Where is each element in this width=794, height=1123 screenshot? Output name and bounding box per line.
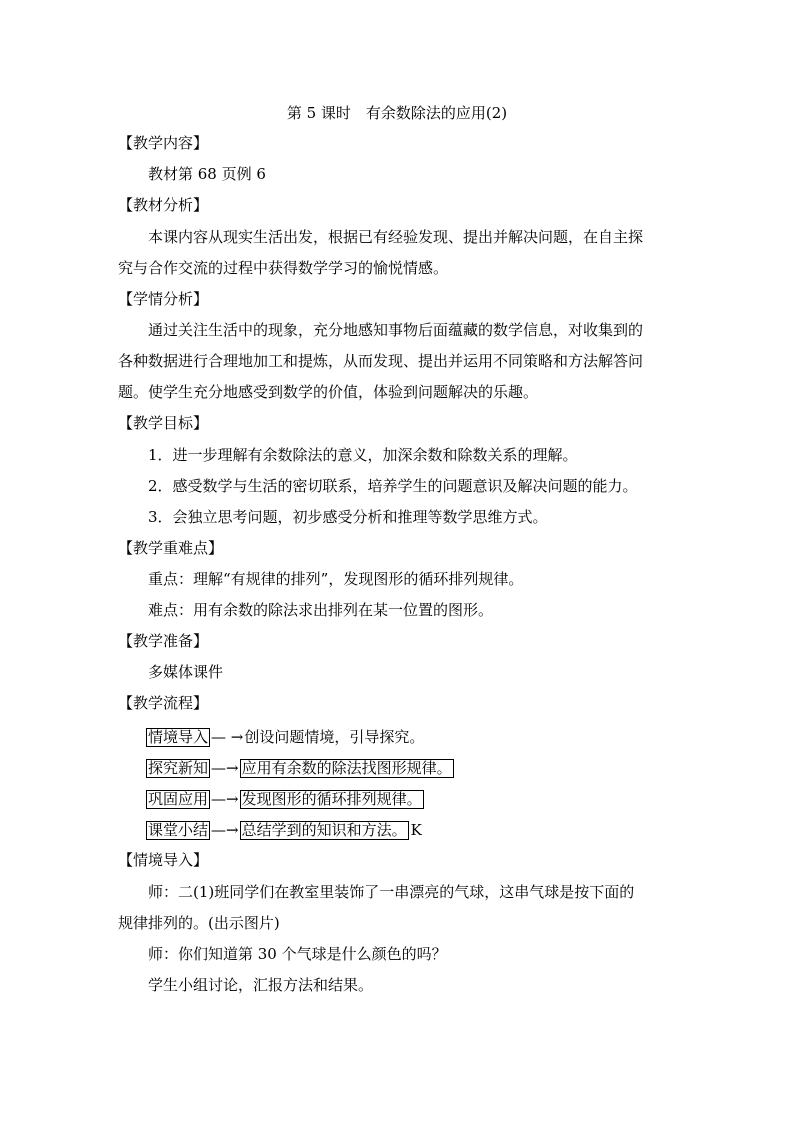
goal-item: 3．会独立思考问题，初步感受分析和推理等数学思维方式。 [148, 508, 548, 526]
flow-stage-box: 课堂小结 [148, 820, 209, 839]
flow-row [146, 820, 422, 840]
key-heading: 【教学重难点】 [118, 539, 224, 557]
key-point: 重点：理解“有规律的排列”，发现图形的循环排列规律。 [148, 570, 524, 588]
content-text: 教材第 68 页例 6 [148, 165, 266, 183]
flow-desc-box: 总结学到的知识和方法。 [241, 820, 407, 839]
page-title: 第 5 课时 有余数除法的应用(2) [286, 104, 508, 122]
goals-heading: 【教学目标】 [118, 414, 209, 432]
student-discuss: 学生小组讨论，汇报方法和结果。 [148, 976, 374, 994]
flow-row [146, 789, 424, 809]
teacher-line: 师：你们知道第 30 个气球是什么颜色的吗？ [148, 945, 447, 963]
goal-item: 2．感受数学与生活的密切联系，培养学生的问题意识及解决问题的能力。 [148, 477, 638, 495]
student-line: 通过关注生活中的现象，充分地感知事物后面蕴藏的数学信息，对收集到的 [148, 321, 644, 339]
flow-connector: —→ [211, 759, 239, 777]
teacher-line: 师：二(1)班同学们在教室里装饰了一串漂亮的气球，这串气球是按下面的 [148, 883, 635, 901]
flow-desc-box: 应用有余数的除法找图形规律。 [241, 758, 452, 777]
flow-desc: 创设问题情境，引导探究。 [244, 728, 425, 746]
flow-connector: —→ [211, 821, 239, 839]
material-heading: 【教材分析】 [118, 196, 209, 214]
flow-connector: —→ [211, 790, 239, 808]
flow-stage-box: 情境导入 [148, 727, 209, 746]
process-heading: 【教学流程】 [118, 694, 209, 712]
flow-desc-box: 发现图形的循环排列规律。 [241, 789, 422, 808]
flow-stage-box: 探究新知 [148, 758, 209, 777]
student-heading: 【学情分析】 [118, 290, 209, 308]
student-line: 题。使学生充分地感受到数学的价值，体验到问题解决的乐趣。 [118, 383, 539, 401]
intro-heading: 【情境导入】 [118, 851, 209, 869]
flow-stage-box: 巩固应用 [148, 789, 209, 808]
prep-heading: 【教学准备】 [118, 632, 209, 650]
flow-row [146, 727, 424, 747]
material-line: 究与合作交流的过程中获得数学学习的愉悦情感。 [118, 259, 449, 277]
teacher-line: 规律排列的。(出示图片) [118, 914, 280, 932]
goal-item: 1．进一步理解有余数除法的意义，加深余数和除数关系的理解。 [148, 446, 578, 464]
content-heading: 【教学内容】 [118, 134, 209, 152]
student-line: 各种数据进行合理地加工和提炼，从而发现、提出并运用不同策略和方法解答问 [118, 352, 644, 370]
flow-suffix: K [410, 821, 422, 839]
prep-text: 多媒体课件 [148, 663, 224, 681]
flow-connector: — → [211, 728, 244, 746]
difficult-point: 难点：用有余数的除法求出排列在某一位置的图形。 [148, 601, 494, 619]
flow-row [146, 758, 454, 778]
material-line: 本课内容从现实生活出发，根据已有经验发现、提出并解决问题，在自主探 [148, 228, 644, 246]
